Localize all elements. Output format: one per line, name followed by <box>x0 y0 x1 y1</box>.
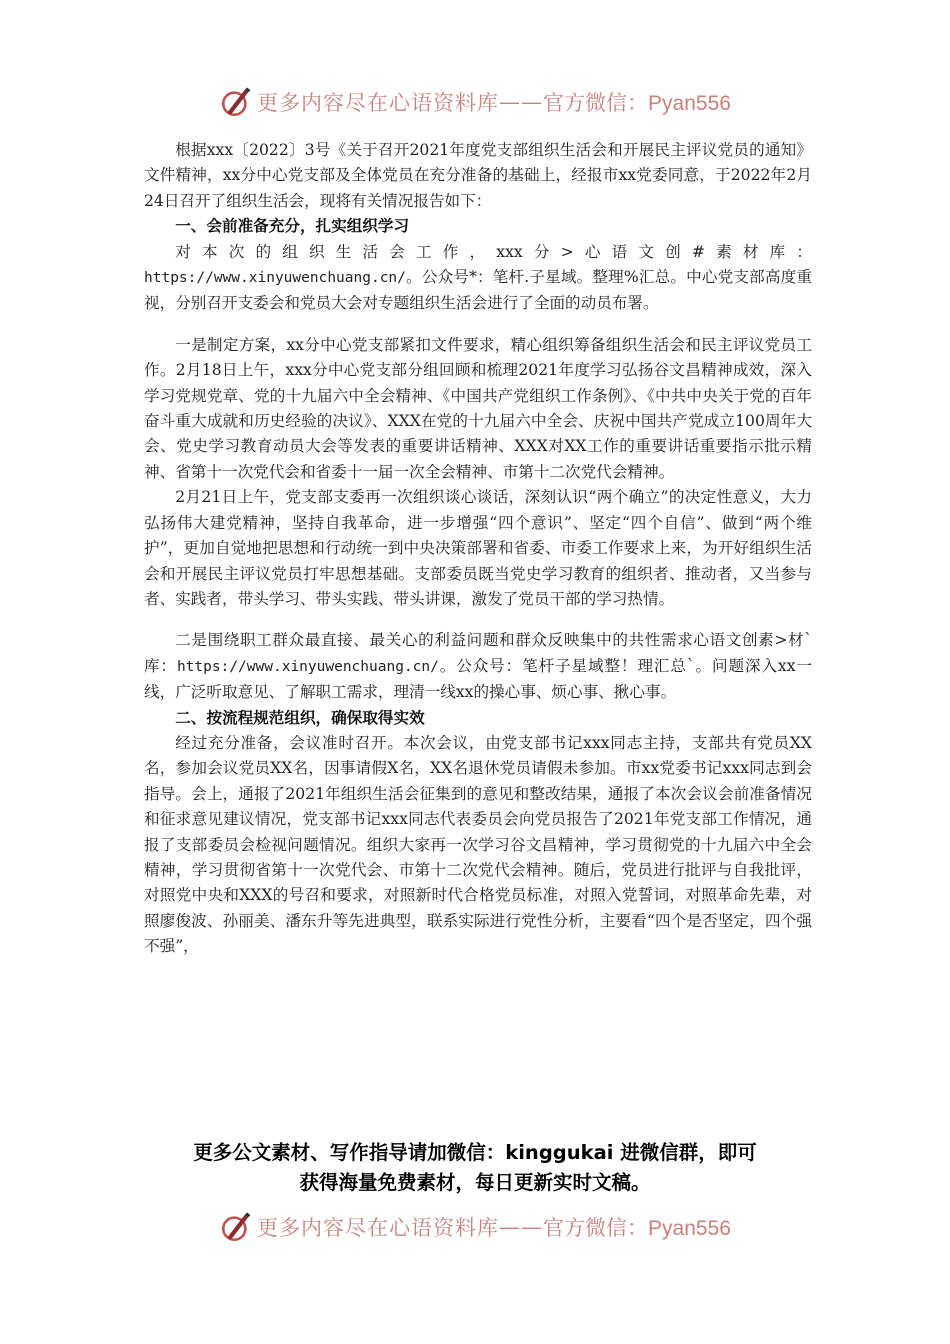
banner-dash: —— <box>499 90 544 114</box>
promo-line-1: 更多公文素材、写作指导请加微信：kinggukai 进微信群，即可 <box>193 1141 757 1164</box>
footer-banner <box>0 1205 950 1249</box>
pen-circle-logo-icon <box>219 1210 253 1244</box>
website-url: https://www.xinyuwenchuang.cn/ <box>176 658 439 675</box>
pen-circle-logo-icon <box>219 85 253 119</box>
intro-paragraph: 根据xxx〔2022〕3号《关于召开2021年度党支部组织生活会和开展民主评议党员的通知》文件精神，xx分中心党支部及全体党员在充分准备的基础上，经报市xx党委同意，于2022年2月24日召开了组织生活会，现将有关情况报告如下： <box>144 141 812 210</box>
section-heading-2: 二、按流程规范组织，确保取得实效 <box>175 708 425 727</box>
banner-wechat: 官方微信：Pyan556 <box>543 92 731 115</box>
section2-paragraph-1: 经过充分准备，会议准时召开。本次会议，由党支部书记xxx同志主持，支部共有党员XX名，参加会议党员XX名，因事请假X名，XX名退休党员请假未参加。市xx党委书记xxx同志到会指导。会上，通报了2021年组织生活会征集到的意见和整改结果，通报了本次会议会前准备情况和征求意见建议情况，党支部书记xxx同志代表委员会向党员报告了2021年党支部工作情况，通报了支部委员会检视问题情况。组织大家再一次学习谷文昌精神，学习贯彻党的十九届六中全会精神，学习贯彻省第十一次党代会、市第十二次党代会精神。随后，党员进行批评与自我批评，对照党中央和XXX的号召和要求，对照新时代合格党员标准，对照入党誓词，对照革命先辈，对照廖俊波、孙丽美、潘东升等先进典型，联系实际进行党性分析，主要看“四个是否坚定，四个强不强”， <box>144 733 812 956</box>
promo-notice <box>100 1138 850 1198</box>
section1-paragraph-2: 一是制定方案，xx分中心党支部紧扣文件要求，精心组织筹备组织生活会和民主评议党员工作。2月18日上午，xxx分中心党支部分组回顾和梳理2021年度学习弘扬谷文昌精神成效，深入学习党规党章、党的十九届六中全会精神、《中国共产党组织工作条例》、《中共中央关于党的百年奋斗重大成就和历史经验的决议》、XXX在党的十九届六中全会、庆祝中国共产党成立100周年大会、党史学习教育动员大会等发表的重要讲话精神、XXX对XX工作的重要讲话重要指示批示精神、省第十一次党代会和省委十一届一次全会精神、市第十二次党代会精神。 <box>144 335 812 481</box>
section1-paragraph-1: 对本次的组织生活会工作，xxx分>心语文创#素材库：https://www.xinyuwenchuang.cn/。公众号*：笔杆.子星域。整理%汇总。中心党支部高度重视，分别召开支委会和党员大会对专题组织生活会进行了全面的动员布署。 <box>144 242 812 313</box>
document-body <box>144 138 812 960</box>
section1-paragraph-4: 二是围绕职工群众最直接、最关心的利益问题和群众反映集中的共性需求心语文创素>材`库：https://www.xinyuwenchuang.cn/。公众号：笔杆子星域整！理汇总`。问题深入xx一线，广泛听取意见、了解职工需求，理清一线xx的操心事、烦心事、揪心事。 <box>144 631 812 702</box>
website-url: https://www.xinyuwenchuang.cn/ <box>144 270 406 287</box>
section1-paragraph-3: 2月21日上午，党支部支委再一次组织谈心谈话，深刻认识“两个确立”的决定性意义，大力弘扬伟大建党精神，坚持自我革命，进一步增强“四个意识”、坚定“四个自信”、做到“两个维护”，更加自觉地把思想和行动统一到中央决策部署和省委、市委工作要求上来，为开好组织生活会和开展民主评议党员打牢思想基础。支部委员既当党史学习教育的组织者、推动者，又当参与者、实践者，带头学习、带头实践、带头讲课，激发了党员干部的学习热情。 <box>144 488 812 608</box>
banner-wechat: 官方微信：Pyan556 <box>543 1217 731 1240</box>
header-banner <box>0 80 950 124</box>
banner-title: 更多内容尽在心语资料库 <box>257 91 500 115</box>
promo-line-2: 获得海量免费素材，每日更新实时文稿。 <box>299 1171 651 1194</box>
banner-title: 更多内容尽在心语资料库 <box>257 1216 500 1240</box>
section-heading-1: 一、会前准备充分，扎实组织学习 <box>175 217 410 236</box>
banner-dash: —— <box>499 1215 544 1239</box>
